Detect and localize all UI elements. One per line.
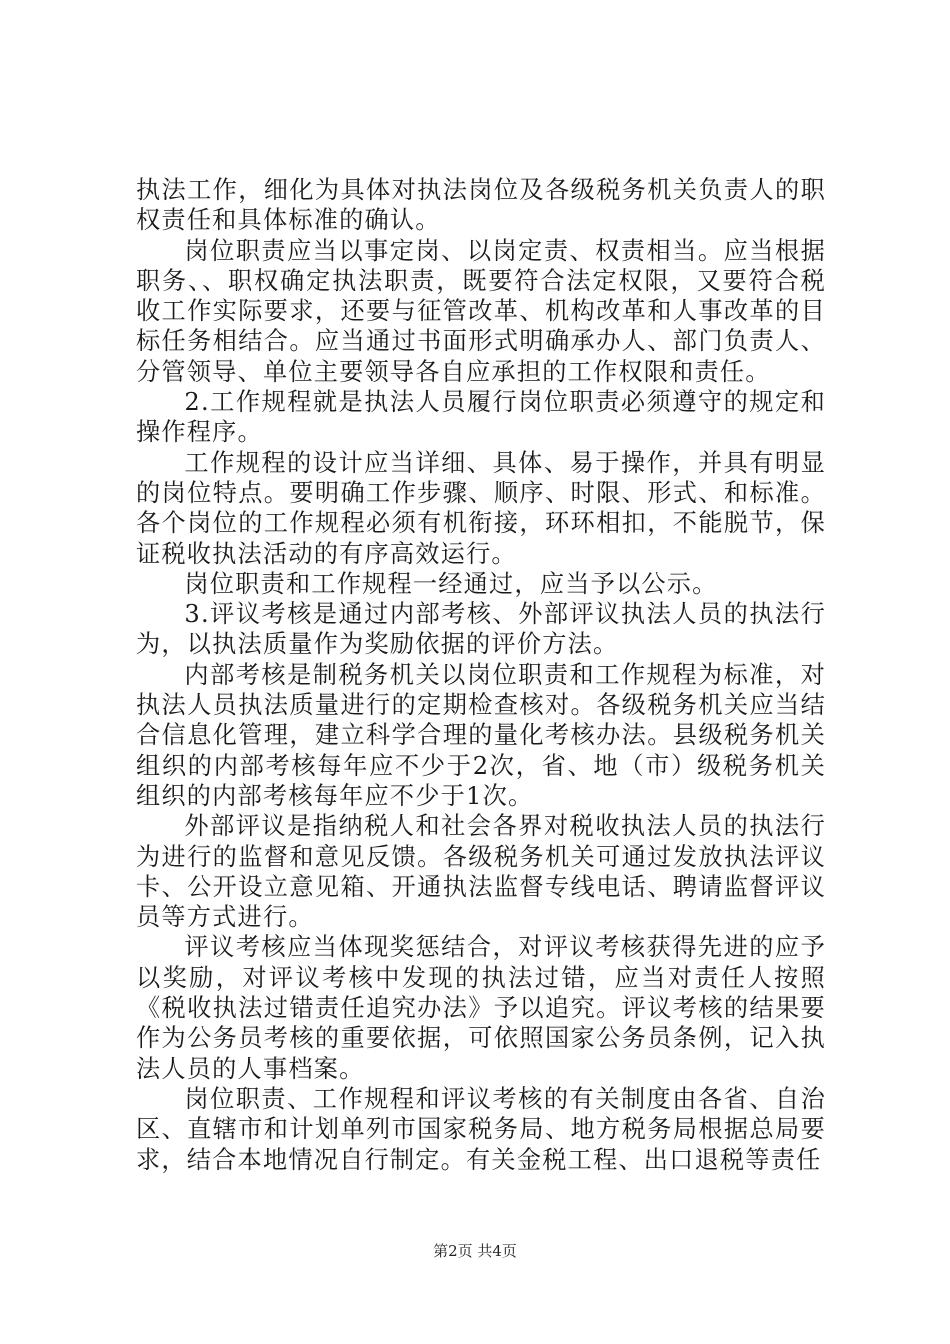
paragraph: 工作规程的设计应当详细、具体、易于操作，并具有明显的岗位特点。要明确工作步骤、顺序、时限、形式、和标准。各个岗位的工作规程必须有机衔接，环环相扣，不能脱节，保证税收执法活动的有序高效运行。 bbox=[136, 448, 826, 568]
paragraph: 评议考核应当体现奖惩结合，对评议考核获得先进的应予以奖励，对评议考核中发现的执法过错，应当对责任人按照《税收执法过错责任追究办法》予以追究。评议考核的结果要作为公务员考核的重要依据，可依照国家公务员条例，记入执法人员的人事档案。 bbox=[136, 933, 826, 1083]
paragraph: 执法工作，细化为具体对执法岗位及各级税务机关负责人的职权责任和具体标准的确认。 bbox=[136, 176, 826, 235]
paragraph: 岗位职责应当以事定岗、以岗定责、权责相当。应当根据职务、、职权确定执法职责，既要符合法定权限，又要符合税收工作实际要求，还要与征管改革、机构改革和人事改革的目标任务相结合。应当通过书面形式明确承办人、部门负责人、分管领导、单位主要领导各自应承担的工作权限和责任。 bbox=[136, 236, 826, 386]
paragraph: 外部评议是指纳税人和社会各界对税收执法人员的执法行为进行的监督和意见反馈。各级税务机关可通过发放执法评议卡、公开设立意见箱、开通执法监督专线电话、聘请监督评议员等方式进行。 bbox=[136, 812, 826, 932]
document-body bbox=[136, 175, 826, 1175]
paragraph: 3.评议考核是通过内部考核、外部评议执法人员的执法行为，以执法质量作为奖励依据的评价方法。 bbox=[136, 600, 826, 659]
paragraph: 内部考核是制税务机关以岗位职责和工作规程为标准，对执法人员执法质量进行的定期检查核对。各级税务机关应当结合信息化管理，建立科学合理的量化考核办法。县级税务机关组织的内部考核每年应不少于2次，省、地（市）级税务机关组织的内部考核每年应不少于1次。 bbox=[136, 660, 826, 810]
page-number-label: 第2页 共4页 bbox=[433, 1242, 517, 1260]
paragraph: 2.工作规程就是执法人员履行岗位职责必须遵守的规定和操作程序。 bbox=[136, 388, 826, 447]
page-footer bbox=[0, 1241, 950, 1261]
paragraph: 岗位职责和工作规程一经通过，应当予以公示。 bbox=[184, 569, 718, 598]
paragraph: 岗位职责、工作规程和评议考核的有关制度由各省、自治区、直辖市和计划单列市国家税务局、地方税务局根据总局要求，结合本地情况自行制定。有关金税工程、出口退税等责任 bbox=[136, 1084, 826, 1174]
